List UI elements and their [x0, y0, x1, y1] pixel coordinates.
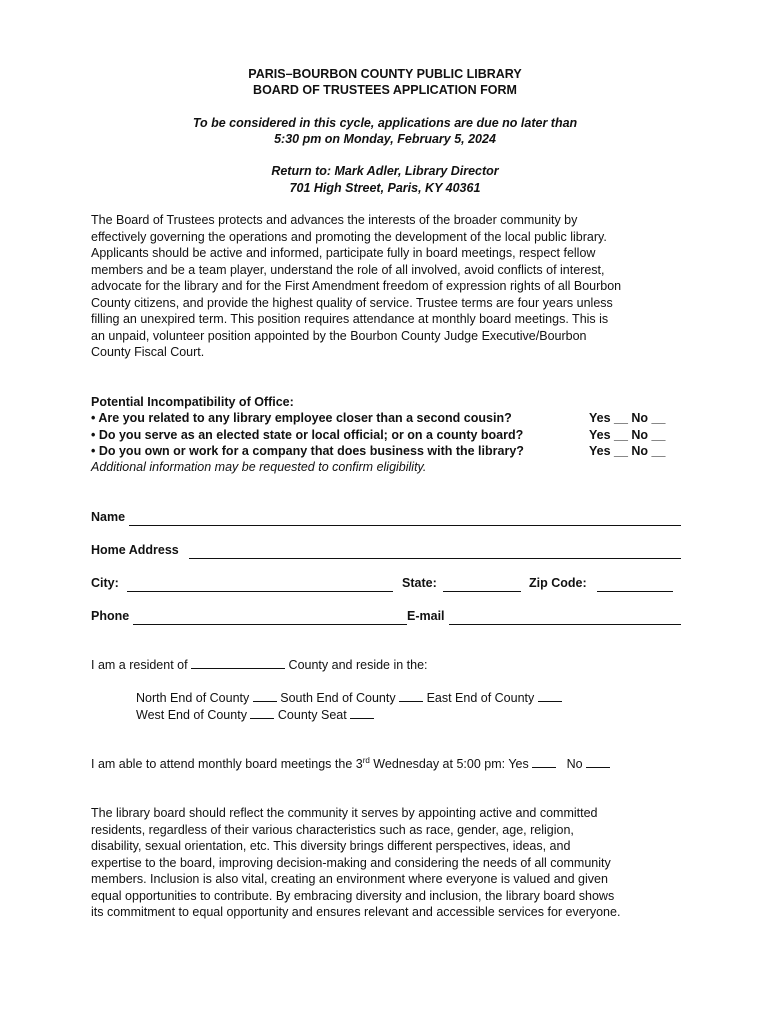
meeting-text: I am able to attend monthly board meetings the 3: [91, 757, 363, 772]
south-end-blank[interactable]: [399, 690, 423, 702]
incompatibility-question: [91, 443, 691, 460]
incompatibility-question: [91, 427, 691, 444]
email-label: E-mail: [407, 609, 445, 623]
incompatibility-question: [91, 410, 691, 427]
incompatibility-heading: Potential Incompatibility of Office:: [91, 395, 294, 409]
north-end-label: North End of County: [136, 691, 250, 705]
question-text: • Do you own or work for a company that does business with the library?: [91, 444, 524, 458]
residence-suffix: County and reside in the:: [288, 658, 428, 672]
question-text: • Are you related to any library employee closer than a second cousin?: [91, 411, 512, 425]
yes-no-answer[interactable]: Yes __ No __: [589, 411, 666, 425]
east-end-blank[interactable]: [538, 690, 562, 702]
home-address-input-line[interactable]: [189, 558, 681, 559]
title-line-2: BOARD OF TRUSTEES APPLICATION FORM: [253, 83, 517, 97]
deadline-line-1: To be considered in this cycle, applications are due no later than: [192, 116, 578, 130]
residence-prefix: I am a resident of: [91, 658, 188, 672]
phone-label: Phone: [91, 609, 130, 623]
diversity-paragraph: [91, 805, 691, 921]
ordinal-suffix: rd: [362, 756, 370, 765]
name-field: [91, 510, 681, 528]
return-line-2: 701 High Street, Paris, KY 40361: [289, 181, 481, 195]
email-input-line[interactable]: [449, 624, 681, 625]
eligibility-note: Additional information may be requested to confirm eligibility.: [91, 460, 427, 474]
state-input-line[interactable]: [443, 591, 521, 592]
intro-line: Applicants should be active and informed, participate fully in board meetings, respect fellow: [91, 246, 596, 260]
phone-input-line[interactable]: [133, 624, 407, 625]
yes-no-answer[interactable]: Yes __ No __: [589, 428, 666, 442]
diversity-line: disability, sexual orientation, etc. This diversity brings different perspectives, ideas, and: [91, 839, 571, 853]
intro-line: members and be a team player, understand the role of all involved, avoid conflicts of interest,: [91, 262, 605, 277]
meeting-no-label: No: [566, 757, 583, 772]
meeting-attendance-statement: [91, 756, 610, 771]
county-seat-label: County Seat: [277, 708, 347, 722]
east-end-label: East End of County: [426, 691, 535, 705]
residence-options-row-2: [136, 707, 374, 722]
city-label: City:: [91, 576, 119, 590]
intro-line: The Board of Trustees protects and advances the interests of the broader community by: [91, 213, 578, 227]
home-address-label: Home Address: [91, 543, 179, 557]
diversity-line: its commitment to equal opportunity and ensures relevant and accessible services for everyone.: [91, 905, 621, 919]
diversity-line: residents, regardless of their various characteristics such as race, gender, age, religion,: [91, 822, 574, 837]
intro-paragraph: [91, 212, 691, 361]
zip-code-input-line[interactable]: [597, 591, 673, 592]
diversity-line: expertise to the board, improving decision-making and considering the needs of all community: [91, 855, 611, 870]
intro-line: effectively governing the operations and promoting the development of the local public library.: [91, 229, 607, 244]
meeting-text-after: Wednesday at 5:00 pm: Yes: [369, 757, 529, 772]
yes-no-answer[interactable]: Yes __ No __: [589, 444, 666, 458]
diversity-line: The library board should reflect the community it serves by appointing active and committed: [91, 806, 598, 820]
zip-code-label: Zip Code:: [529, 576, 587, 590]
phone-email-field: [91, 609, 681, 627]
meeting-no-blank[interactable]: [586, 756, 610, 768]
intro-line: an unpaid, volunteer position appointed by the Bourbon County Judge Executive/Bourbon: [91, 328, 587, 343]
residence-statement: [91, 657, 428, 672]
city-input-line[interactable]: [127, 591, 393, 592]
diversity-line: equal opportunities to contribute. By embracing diversity and inclusion, the library board shows: [91, 888, 615, 903]
question-text: • Do you serve as an elected state or local official; or on a county board?: [91, 428, 524, 442]
county-seat-blank[interactable]: [350, 707, 374, 719]
home-address-field: [91, 543, 681, 561]
deadline-line-2: 5:30 pm on Monday, February 5, 2024: [274, 132, 496, 146]
north-end-blank[interactable]: [253, 690, 277, 702]
residence-options-row-1: [136, 690, 562, 705]
intro-line: County citizens, and provide the highest quality of service. Trustee terms are four years unless: [91, 295, 613, 310]
intro-line: filling an unexpired term. This position requires attendance at monthly board meetings. This is: [91, 312, 609, 326]
city-state-zip-field: [91, 576, 681, 594]
meeting-yes-blank[interactable]: [532, 756, 556, 768]
west-end-label: West End of County: [136, 708, 247, 722]
west-end-blank[interactable]: [250, 707, 274, 719]
name-label: Name: [91, 510, 126, 524]
intro-line: County Fiscal Court.: [91, 345, 205, 359]
title-line-1: PARIS–BOURBON COUNTY PUBLIC LIBRARY: [248, 67, 522, 81]
return-line-1: Return to: Mark Adler, Library Director: [271, 164, 499, 178]
state-label: State:: [402, 576, 437, 590]
county-input-line[interactable]: [191, 657, 285, 669]
south-end-label: South End of County: [280, 691, 396, 705]
name-input-line[interactable]: [129, 525, 681, 526]
diversity-line: members. Inclusion is also vital, creating an environment where everyone is valued and given: [91, 872, 608, 886]
intro-line: advocate for the library and for the First Amendment freedom of expression rights of all Bourbon: [91, 279, 622, 293]
